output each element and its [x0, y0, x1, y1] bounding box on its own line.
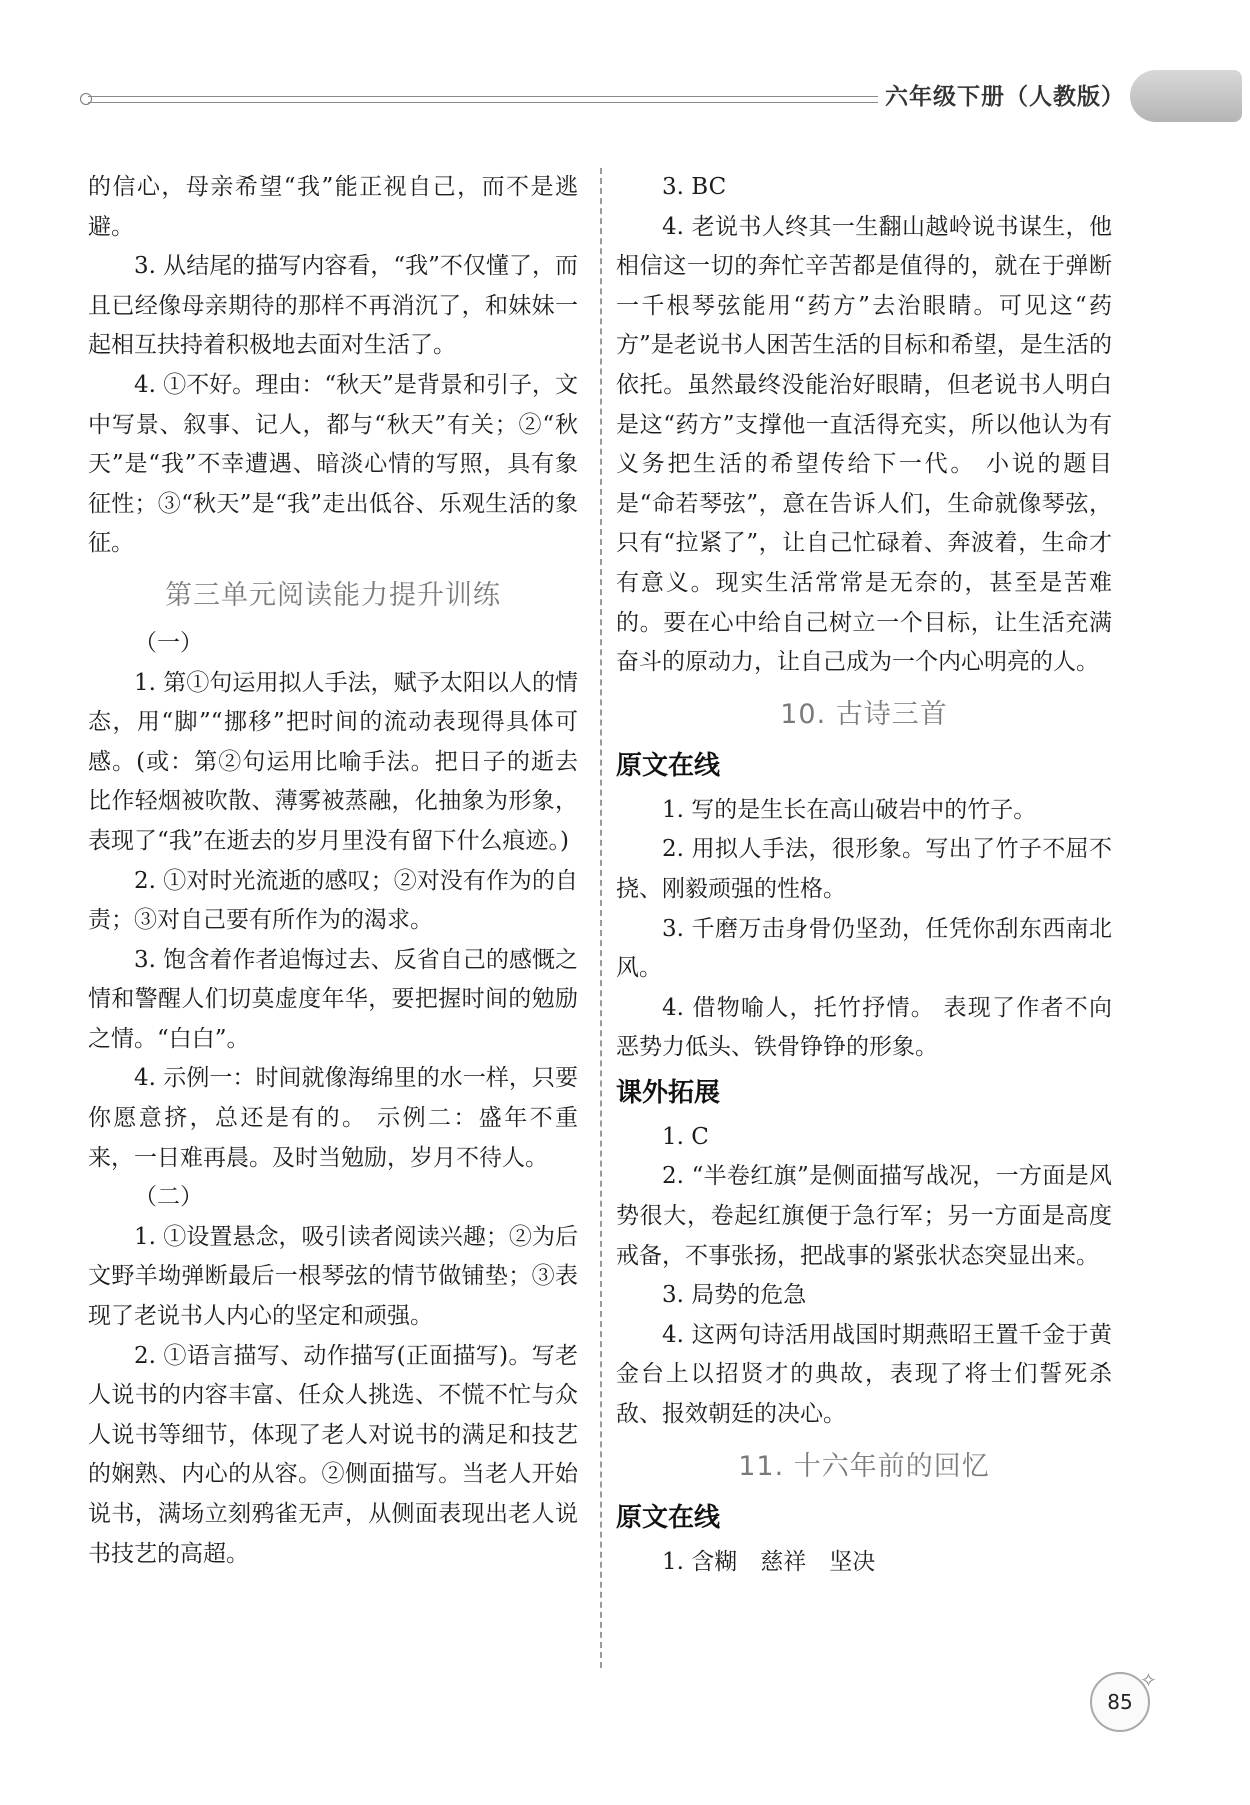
answer-paragraph: 2. ①对时光流逝的感叹；②对没有作为的自责；③对自己要有所作为的渴求。 [88, 867, 578, 934]
answer-paragraph: 2. “半卷红旗”是侧面描写战况，一方面是风势很大，卷起红旗便于急行军；另一方面是高度戒备，不事张扬，把战事的紧张状态突显出来。 [616, 1163, 1112, 1269]
lesson-title: 10. 古诗三首 [780, 698, 948, 730]
answer-paragraph: 4. 老说书人终其一生翻山越岭说书谋生，他相信这一切的奔忙辛苦都是值得的，就在于弹断一千根琴弦能用“药方”去治眼睛。可见这“药方”是老说书人困苦生活的目标和希望，是生活的依托。虽然最终没能治好眼睛，但老说书人明白是这“药方”支撑他一直活得充实，所以他认为有义务把生活的希望传给下一代。 小说的题目是“命若琴弦”，意在告诉人们，生命就像琴弦，只有“拉紧了”，让自己忙碌着、奔波着，生命才有意义。现实生活常常是无奈的，甚至是苦难的。要在心中给自己树立一个目标，让生活充满奋斗的原动力，让自己成为一个内心明亮的人。 [616, 213, 1112, 676]
answer-paragraph: 1. 第①句运用拟人手法，赋予太阳以人的情态，用“脚”“挪移”把时间的流动表现得具体可感。(或：第②句运用比喻手法。把日子的逝去比作轻烟被吹散、薄雾被蒸融，化抽象为形象，表现了“我”在逝去的岁月里没有留下什么痕迹。) [88, 669, 578, 854]
page-number-decoration-icon: ✧ [1140, 1668, 1157, 1692]
part-label: （二） [134, 1184, 203, 1211]
section-title: 第三单元阅读能力提升训练 [165, 579, 501, 611]
subsection-title: 课外拓展 [616, 1077, 721, 1108]
header-rule [88, 96, 878, 103]
page-number: 85 [1090, 1672, 1150, 1732]
header-title: 六年级下册（人教版） [885, 84, 1125, 110]
answer-paragraph: 1. 写的是生长在高山破岩中的竹子。 [662, 796, 1037, 823]
right-column [616, 168, 1112, 1582]
part-label: （一） [134, 629, 203, 656]
subsection-title: 原文在线 [616, 1502, 721, 1533]
answer-paragraph: 3. 饱含着作者追悔过去、反省自己的感慨之情和警醒人们切莫虚度年华，要把握时间的勉励之情。“白白”。 [88, 946, 578, 1052]
answer-paragraph: 2. ①语言描写、动作描写(正面描写)。写老人说书的内容丰富、任众人挑选、不慌不忙与众人说书等细节，体现了老人对说书的满足和技艺的娴熟、内心的从容。②侧面描写。当老人开始说书，满场立刻鸦雀无声，从侧面表现出老人说书技艺的高超。 [88, 1342, 578, 1567]
answer-paragraph: 4. 这两句诗活用战国时期燕昭王置千金于黄金台上以招贤才的典故，表现了将士们誓死杀敌、报效朝廷的决心。 [616, 1321, 1112, 1428]
answer-paragraph: 3. 从结尾的描写内容看，“我”不仅懂了，而且已经像母亲期待的那样不再消沉了，和妹妹一起相互扶持着积极地去面对生活了。 [88, 253, 578, 359]
answer-paragraph: 4. ①不好。理由：“秋天”是背景和引子，文中写景、叙事、记人，都与“秋天”有关；②“秋天”是“我”不幸遭遇、暗淡心情的写照，具有象征性；③“秋天”是“我”走出低谷、乐观生活的象征。 [88, 371, 578, 557]
subsection-title: 原文在线 [616, 750, 721, 781]
answer-paragraph: 1. C [662, 1123, 709, 1150]
answer-paragraph: 2. 用拟人手法，很形象。写出了竹子不屈不挠、刚毅顽强的性格。 [616, 836, 1112, 902]
answer-paragraph: 的信心，母亲希望“我”能正视自己，而不是逃避。 [88, 174, 578, 240]
answer-paragraph: 1. ①设置悬念，吸引读者阅读兴趣；②为后文野羊坳弹断最后一根琴弦的情节做铺垫；③表现了老说书人内心的坚定和顽强。 [88, 1223, 578, 1330]
answer-paragraph: 4. 借物喻人，托竹抒情。 表现了作者不向恶势力低头、铁骨铮铮的形象。 [616, 994, 1112, 1061]
answer-paragraph: 1. 含糊 慈祥 坚决 [662, 1548, 876, 1575]
column-divider [600, 168, 602, 1668]
lesson-title: 11. 十六年前的回忆 [738, 1450, 990, 1482]
left-column [88, 168, 578, 1574]
answer-paragraph: 3. 千磨万击身骨仍坚劲，任凭你刮东西南北风。 [616, 915, 1112, 982]
answer-paragraph: 3. BC [662, 174, 727, 200]
answer-paragraph: 3. 局势的危急 [662, 1282, 807, 1309]
header-decoration [1130, 70, 1242, 122]
answer-paragraph: 4. 示例一：时间就像海绵里的水一样，只要你愿意挤，总还是有的。 示例二：盛年不重来，一日难再晨。及时当勉励，岁月不待人。 [88, 1065, 578, 1171]
